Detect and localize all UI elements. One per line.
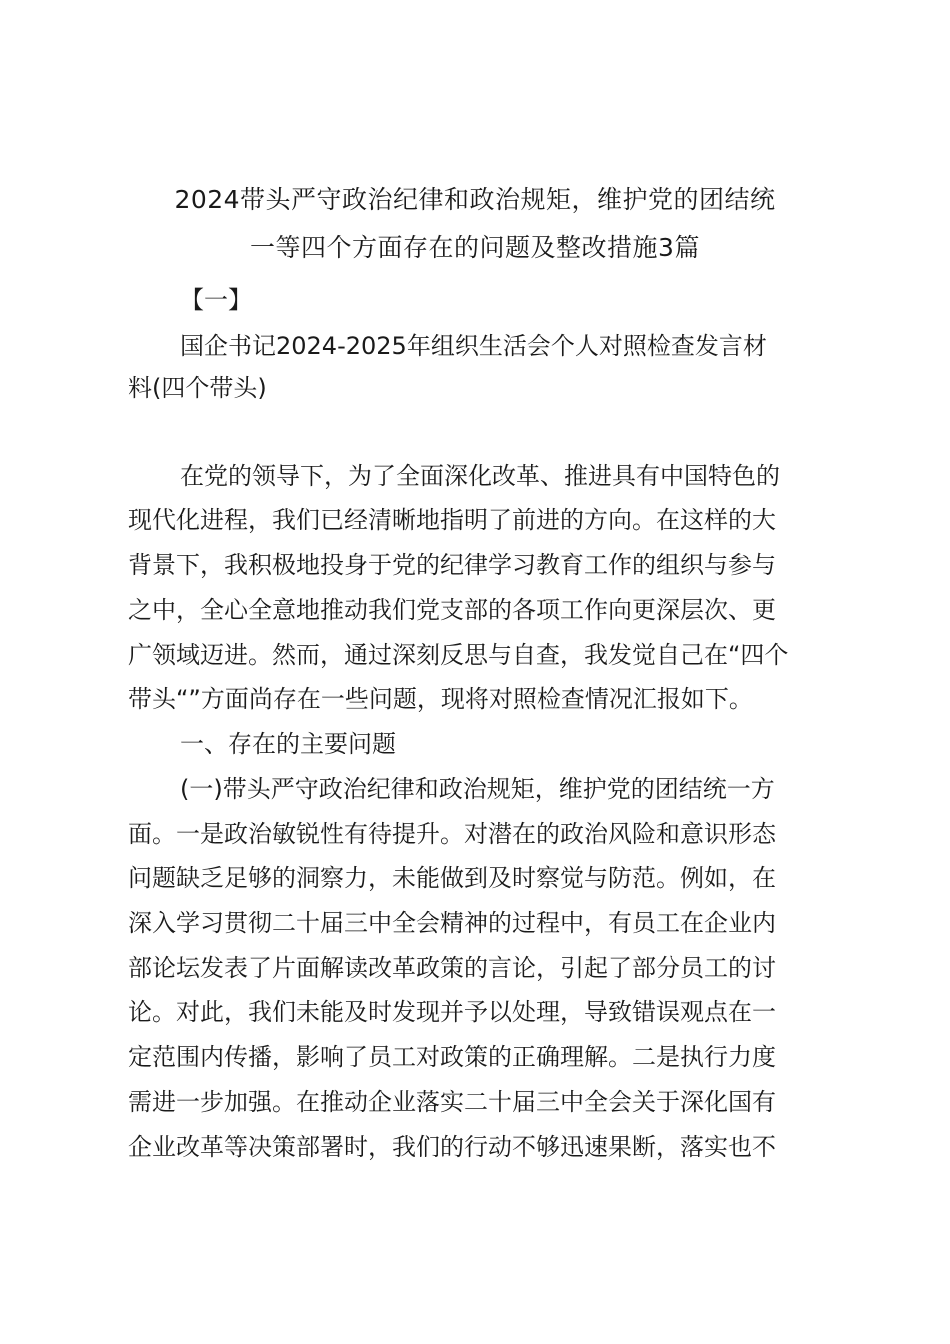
paragraph-line: 企业改革等决策部署时，我们的行动不够迅速果断，落实也不 bbox=[128, 1133, 776, 1161]
subtitle-line-2: 料(四个带头) bbox=[128, 374, 267, 402]
paragraph-line: 广领域迈进。然而，通过深刻反思与自查，我发觉自己在“四个 bbox=[128, 641, 789, 669]
paragraph-line: (一)带头严守政治纪律和政治规矩，维护党的团结统一方 bbox=[180, 775, 775, 803]
paragraph-line: 背景下，我积极地投身于党的纪律学习教育工作的组织与参与 bbox=[128, 551, 776, 579]
paragraph-line: 问题缺乏足够的洞察力，未能做到及时察觉与防范。例如，在 bbox=[128, 864, 776, 892]
paragraph-line: 论。对此，我们未能及时发现并予以处理，导致错误观点在一 bbox=[128, 998, 776, 1026]
paragraph-line: 现代化进程，我们已经清晰地指明了前进的方向。在这样的大 bbox=[128, 506, 776, 534]
document-title-line-1: 2024带头严守政治纪律和政治规矩，维护党的团结统 bbox=[174, 185, 776, 214]
paragraph-line: 面。一是政治敏锐性有待提升。对潜在的政治风险和意识形态 bbox=[128, 820, 776, 848]
section-marker: 【一】 bbox=[180, 286, 252, 314]
paragraph-line: 带头“”方面尚存在一些问题，现将对照检查情况汇报如下。 bbox=[128, 685, 753, 713]
paragraph-line: 之中，全心全意地推动我们党支部的各项工作向更深层次、更 bbox=[128, 596, 776, 624]
paragraph-line: 需进一步加强。在推动企业落实二十届三中全会关于深化国有 bbox=[128, 1088, 776, 1116]
paragraph-line: 部论坛发表了片面解读改革政策的言论，引起了部分员工的讨 bbox=[128, 954, 776, 982]
paragraph-line: 深入学习贯彻二十届三中全会精神的过程中，有员工在企业内 bbox=[128, 909, 776, 937]
section-heading: 一、存在的主要问题 bbox=[180, 730, 396, 758]
subtitle-line-1: 国企书记2024-2025年组织生活会个人对照检查发言材 bbox=[180, 332, 767, 360]
paragraph-line: 定范围内传播，影响了员工对政策的正确理解。二是执行力度 bbox=[128, 1043, 776, 1071]
document-title-line-2: 一等四个方面存在的问题及整改措施3篇 bbox=[250, 233, 700, 262]
paragraph-line: 在党的领导下，为了全面深化改革、推进具有中国特色的 bbox=[180, 462, 780, 490]
